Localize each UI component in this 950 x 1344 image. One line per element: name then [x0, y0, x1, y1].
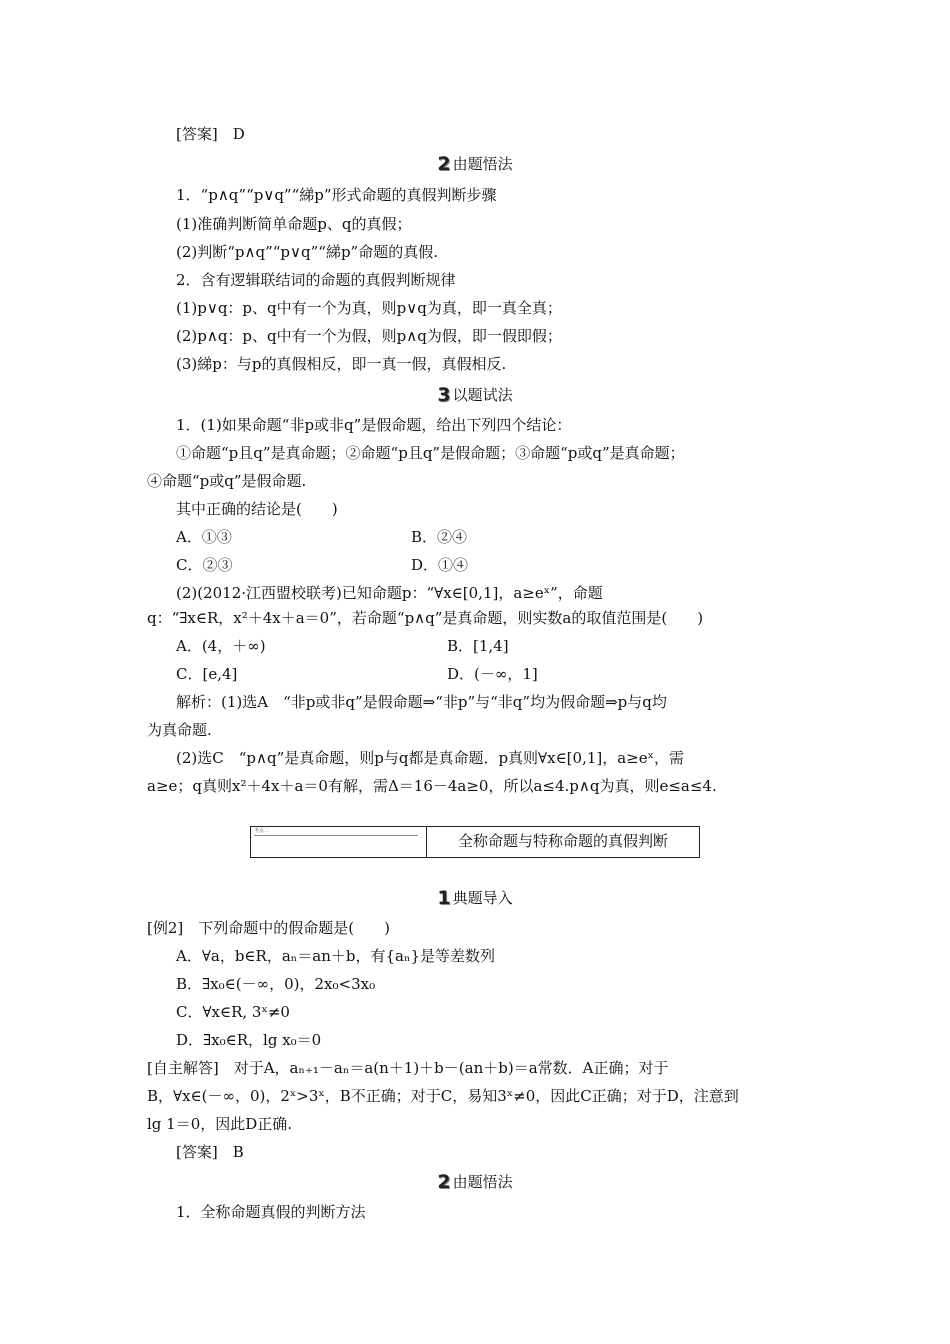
option-b: B．[1,4]: [447, 637, 509, 655]
option-a: A．(4，＋∞): [176, 637, 266, 655]
text-line: (2)p∧q：p、q中有一个为假，则p∧q为假，即一假即假；: [176, 327, 562, 345]
heading-number: 2: [437, 153, 451, 175]
question-line: 1．(1)如果命题“非p或非q”是假命题，给出下列四个结论：: [176, 416, 572, 434]
answer-line: [自主解答] 对于A，aₙ₊₁－aₙ＝a(n＋1)＋b－(an＋b)＝a常数．A正确；对于: [147, 1059, 669, 1077]
topic-label-cell: [251, 827, 427, 857]
heading-text: 由题悟法: [452, 155, 513, 173]
heading-number: 2: [437, 1171, 451, 1193]
heading-number: 3: [437, 384, 451, 406]
text-line: 1．全称命题真假的判断方法: [176, 1203, 366, 1221]
heading-text: 典题导入: [452, 889, 513, 907]
option-a: A．①③: [176, 528, 232, 546]
solution-line: a≥e；q真则x²＋4x＋a＝0有解，需Δ＝16－4a≥0，所以a≤4.p∧q为真，则e≤a≤4.: [147, 777, 717, 795]
example-option: D．∃x₀∈R，lg x₀＝0: [176, 1031, 322, 1049]
option-c: C．②③: [176, 556, 233, 574]
option-b: B．②④: [411, 528, 468, 546]
section-heading: [0, 384, 950, 406]
answer-line: [答案] B: [176, 1143, 244, 1161]
heading-text: 由题悟法: [452, 1173, 513, 1191]
topic-banner: [250, 826, 700, 858]
question-line: (2)(2012·江西盟校联考)已知命题p：“∀x∈[0,1]，a≥eˣ”，命题: [176, 584, 603, 602]
question-line: ④命题“p或q”是假命题.: [147, 472, 307, 490]
solution-line: 为真命题.: [147, 721, 212, 739]
example-option: A．∀a，b∈R，aₙ＝an＋b，有{aₙ}是等差数列: [176, 947, 495, 965]
solution-line: 解析：(1)选A “非p或非q”是假命题⇒“非p”与“非q”均为假命题⇒p与q均: [176, 693, 667, 711]
section-heading: [0, 1171, 950, 1193]
text-line: 1．“p∧q”“p∨q”“綈p”形式命题的真假判断步骤: [176, 186, 497, 204]
question-line: 其中正确的结论是( ): [176, 500, 338, 518]
topic-rule: [254, 835, 418, 836]
text-line: (1)准确判断简单命题p、q的真假；: [176, 215, 412, 233]
text-line: (1)p∨q：p、q中有一个为真，则p∨q为真，即一真全真；: [176, 299, 562, 317]
text-line: 2．含有逻辑联结词的命题的真假判断规律: [176, 271, 456, 289]
example-line: [例2] 下列命题中的假命题是( ): [147, 919, 390, 937]
section-heading: [0, 887, 950, 909]
option-d: D．①④: [411, 556, 469, 574]
text-line: (2)判断“p∧q”“p∨q”“綈p”命题的真假.: [176, 243, 438, 261]
answer-line: lg 1＝0，因此D正确.: [147, 1115, 293, 1133]
solution-line: (2)选C “p∧q”是真命题，则p与q都是真命题．p真则∀x∈[0,1]，a≥eˣ，需: [176, 749, 684, 767]
example-option: B．∃x₀∈(－∞，0)，2x₀<3x₀: [176, 975, 376, 993]
answer-line: [答案] D: [176, 125, 245, 143]
topic-tag: 考点二: [254, 828, 270, 834]
option-d: D．(－∞，1]: [447, 665, 538, 683]
heading-text: 以题试法: [452, 386, 513, 404]
topic-title: 全称命题与特称命题的真假判断: [457, 832, 668, 850]
question-line: ①命题“p且q”是真命题；②命题“p且q”是假命题；③命题“p或q”是真命题；: [176, 444, 685, 462]
option-c: C．[e,4]: [176, 665, 238, 683]
section-heading: [0, 153, 950, 175]
heading-number: 1: [437, 887, 451, 909]
answer-line: B，∀x∈(－∞，0)，2ˣ>3ˣ，B不正确；对于C，易知3ˣ≠0，因此C正确；对于D，注意到: [147, 1087, 739, 1105]
question-line: q：“∃x∈R，x²＋4x＋a＝0”，若命题“p∧q”是真命题，则实数a的取值范围是( ): [147, 609, 704, 627]
text-line: (3)綈p：与p的真假相反，即一真一假，真假相反.: [176, 355, 507, 373]
example-option: C．∀x∈R, 3ˣ≠0: [176, 1003, 290, 1021]
